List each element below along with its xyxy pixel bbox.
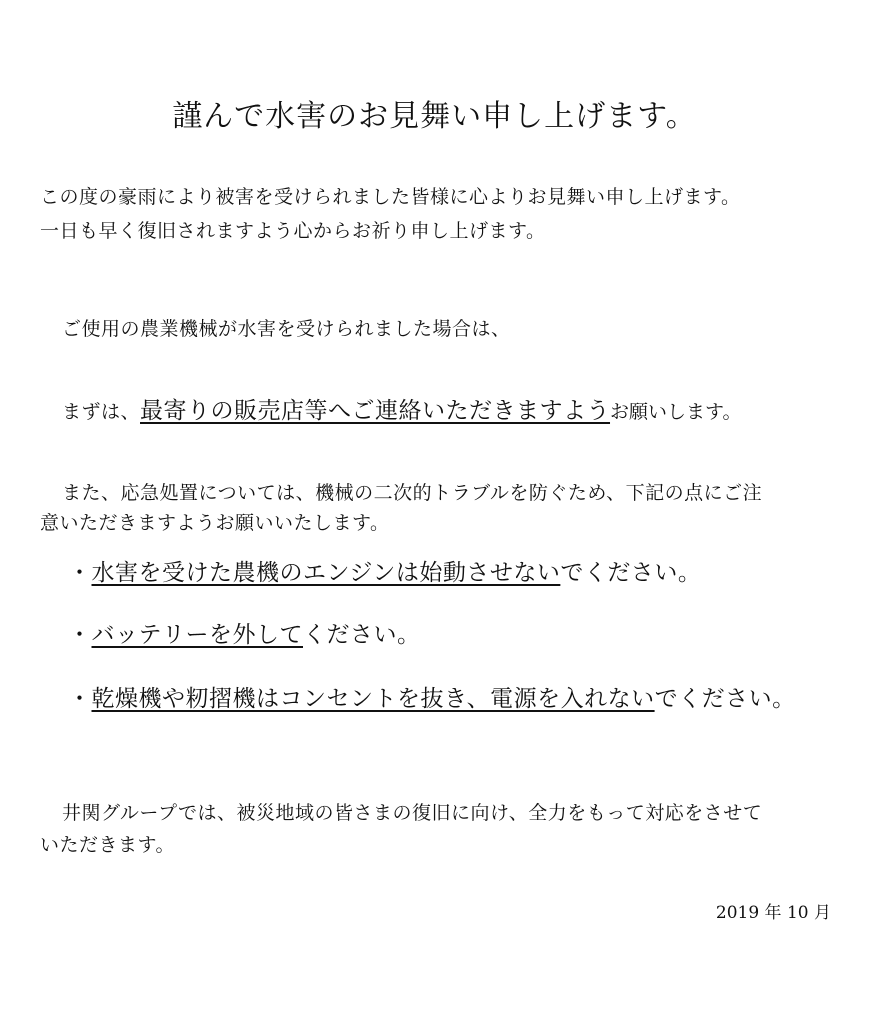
bullet-marker: ・ bbox=[68, 686, 92, 712]
closing-line-2: いただきます。 bbox=[40, 834, 175, 856]
bullet-marker: ・ bbox=[68, 560, 92, 586]
bullet-marker: ・ bbox=[68, 622, 92, 648]
bullet-underlined: 乾燥機や籾摺機はコンセントを抜き、電源を入れない bbox=[91, 686, 655, 712]
bullet-item bbox=[68, 562, 701, 585]
bullet-item bbox=[68, 688, 796, 711]
closing-line-1: 井関グループでは、被災地域の皆さまの復旧に向け、全力をもって対応をさせて bbox=[62, 802, 763, 824]
precaution-line-1: また、応急処置については、機械の二次的トラブルを防ぐため、下記の点にご注 bbox=[62, 482, 763, 504]
contact-prefix: まずは、 bbox=[62, 401, 141, 423]
intro-line-2: 一日も早く復旧されますよう心からお祈り申し上げます。 bbox=[40, 220, 546, 242]
contact-suffix: お願いします。 bbox=[610, 401, 742, 423]
intro-line-1: この度の豪雨により被害を受けられました皆様に心よりお見舞い申し上げます。 bbox=[40, 186, 741, 208]
bullet-item bbox=[68, 624, 421, 647]
page-title: 謹んで水害のお見舞い申し上げます。 bbox=[172, 99, 697, 134]
bullet-suffix: でください。 bbox=[560, 560, 702, 586]
case-intro: ご使用の農業機械が水害を受けられました場合は、 bbox=[62, 318, 511, 340]
contact-underlined: 最寄りの販売店等へご連絡いただきますよう bbox=[140, 398, 611, 424]
contact-request bbox=[62, 400, 742, 423]
precaution-line-2: 意いただきますようお願いいたします。 bbox=[40, 512, 390, 534]
date: 2019 年 10 月 bbox=[715, 903, 831, 923]
bullet-underlined: バッテリーを外して bbox=[91, 622, 303, 648]
bullet-suffix: でください。 bbox=[654, 686, 796, 712]
bullet-suffix: ください。 bbox=[303, 622, 421, 648]
bullet-underlined: 水害を受けた農機のエンジンは始動させない bbox=[91, 560, 561, 586]
